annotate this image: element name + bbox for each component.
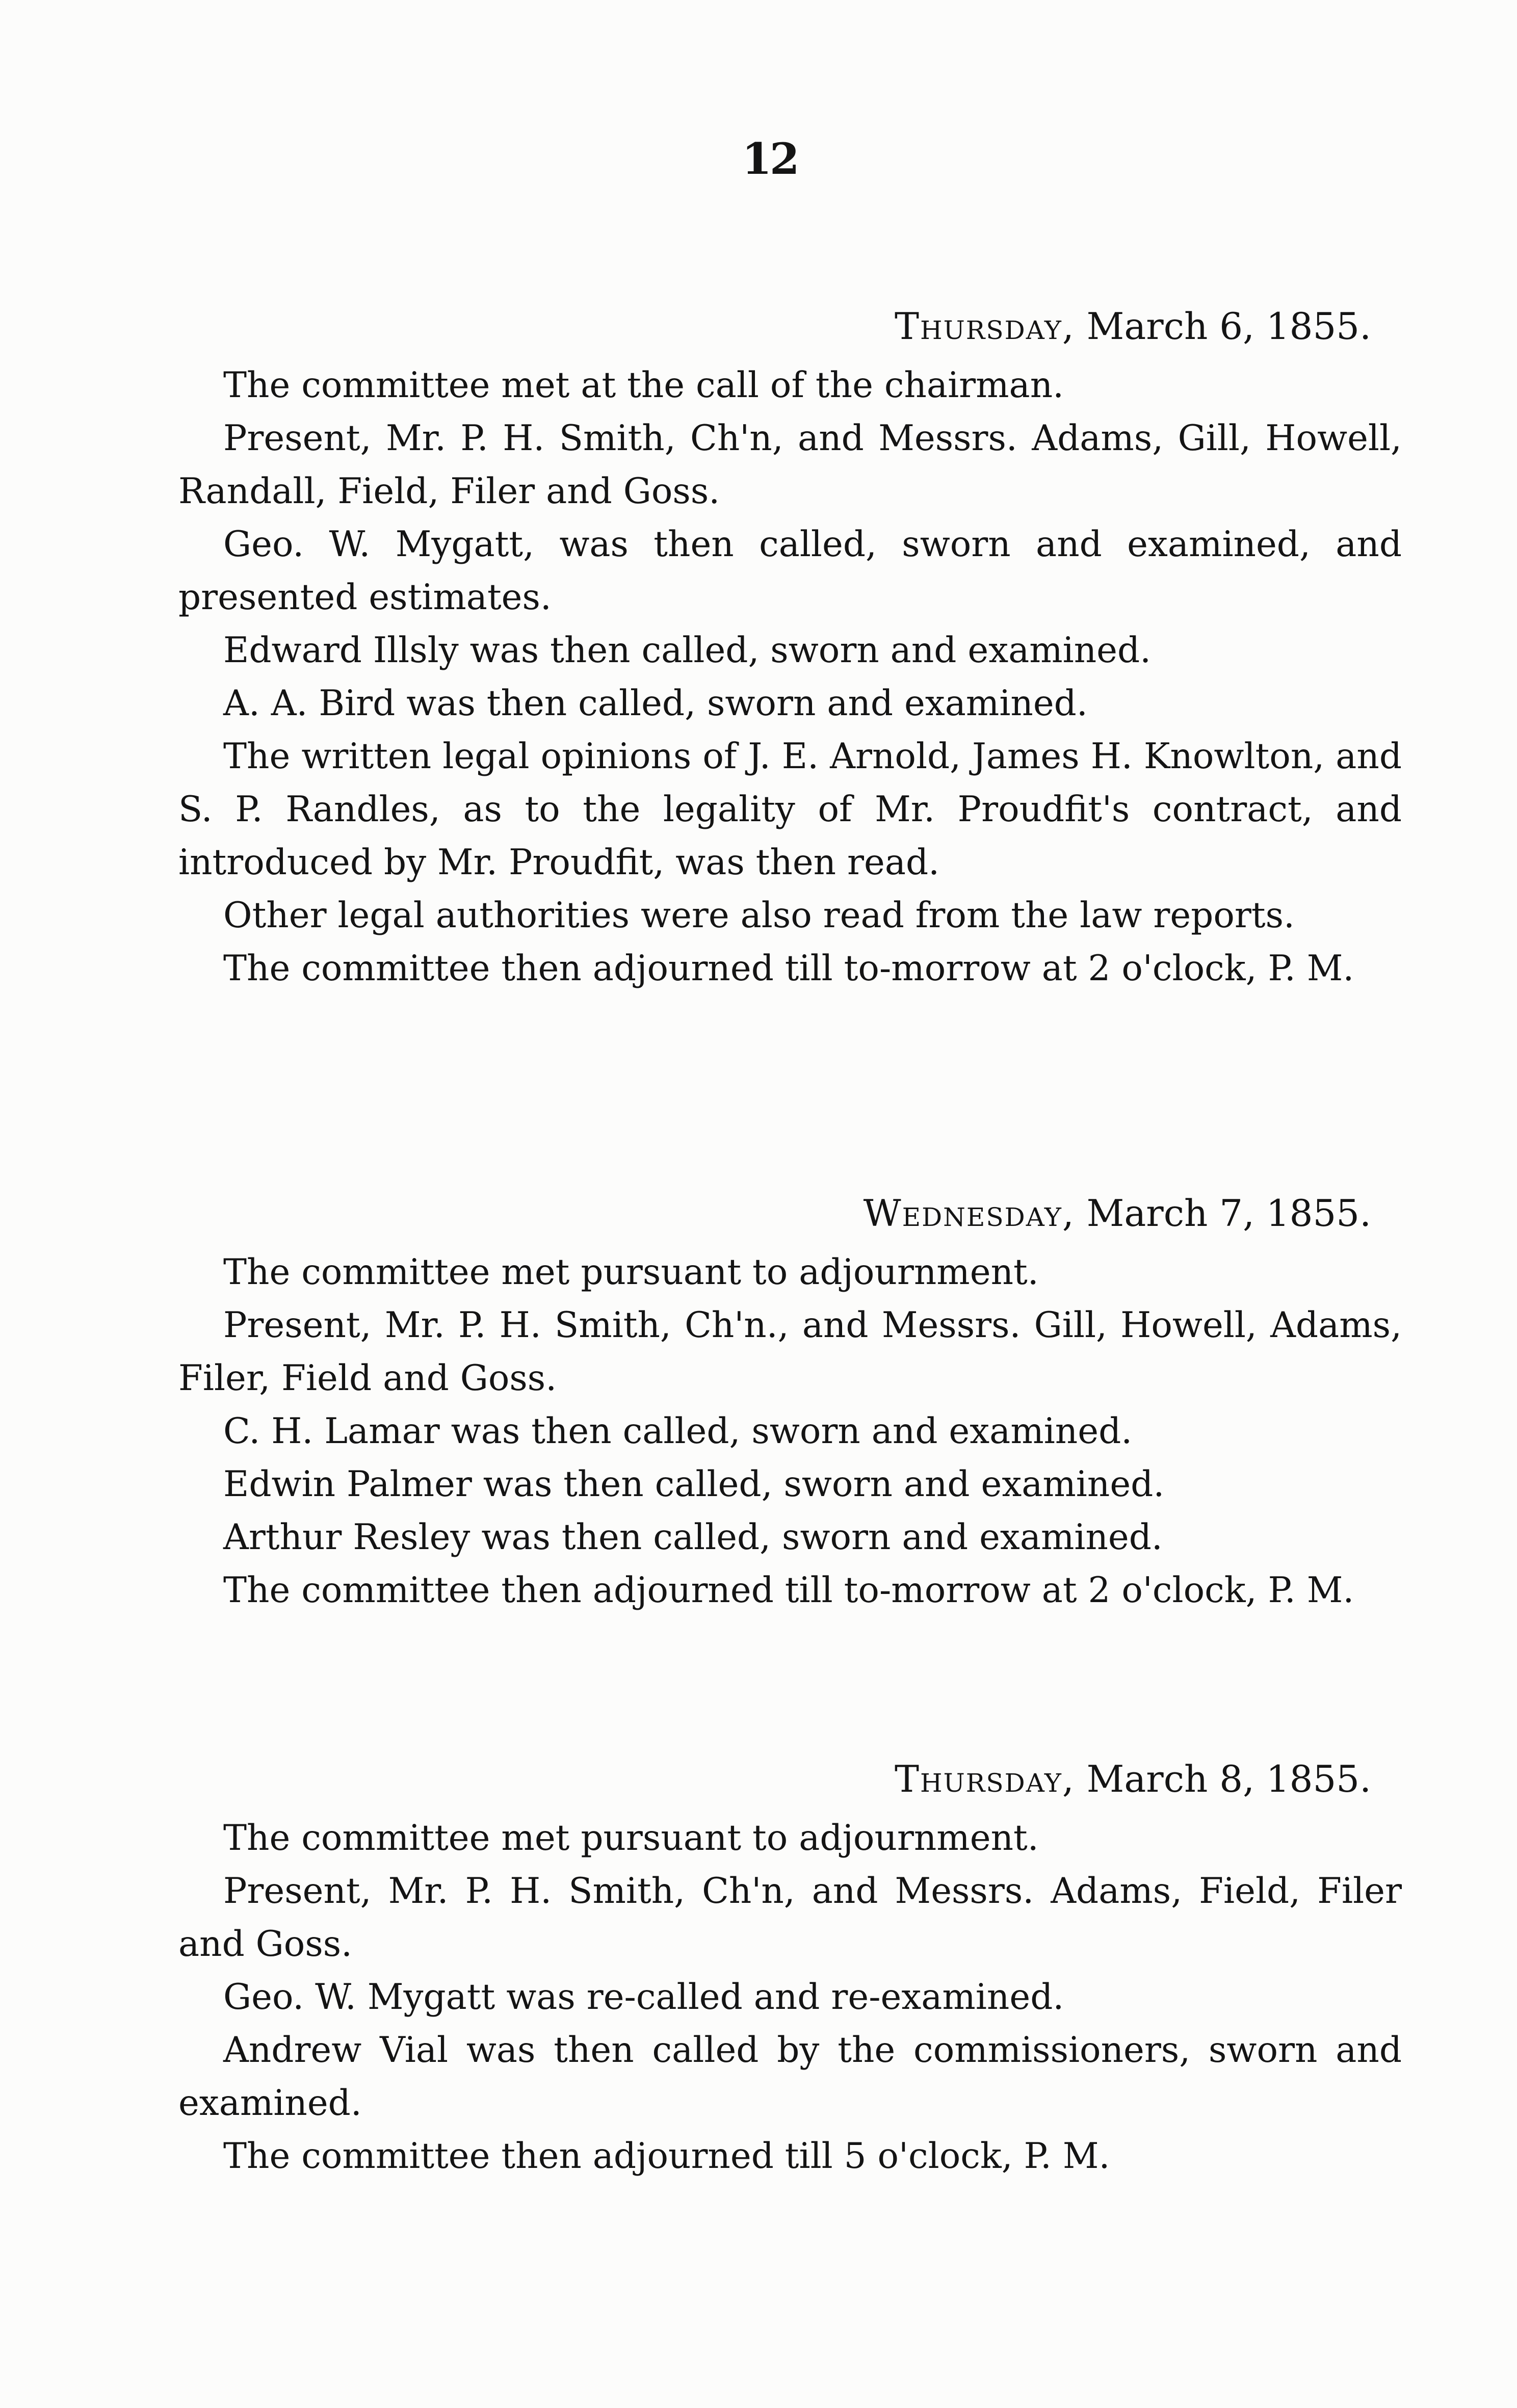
minutes-entry-march-7 (178, 1188, 1402, 1617)
minutes-paragraph: The committee met pursuant to adjournment. (223, 1252, 1039, 1293)
minutes-paragraph: A. A. Bird was then called, sworn and examined. (223, 683, 1088, 724)
minutes-paragraph: C. H. Lamar was then called, sworn and examined. (223, 1411, 1133, 1452)
minutes-paragraph: The committee met pursuant to adjournment. (223, 1818, 1039, 1859)
minutes-paragraph: The written legal opinions of J. E. Arnold, James H. Knowlton, and S. P. Randles, as to the legality of Mr. Proudfit's contract, and introduced by Mr. Proudfit, was then read. (178, 736, 1402, 883)
minutes-entry-march-8 (178, 1753, 1402, 2183)
minutes-paragraph: The committee then adjourned till to-morrow at 2 o'clock, P. M. (223, 1570, 1354, 1611)
entry-date-rest: March 7, 1855. (1086, 1192, 1371, 1235)
minutes-paragraph: Geo. W. Mygatt, was then called, sworn and examined, and presented estimates. (178, 524, 1402, 618)
entry-date (178, 1753, 1402, 1804)
minutes-paragraph: Edwin Palmer was then called, sworn and examined. (223, 1464, 1165, 1505)
entry-date (178, 301, 1402, 352)
minutes-entry-march-6 (178, 301, 1402, 995)
minutes-paragraph: The committee met at the call of the chairman. (223, 365, 1064, 406)
minutes-paragraph: Present, Mr. P. H. Smith, Ch'n., and Messrs. Gill, Howell, Adams, Filer, Field and Goss. (178, 1305, 1402, 1399)
minutes-paragraph: Geo. W. Mygatt was re-called and re-examined. (223, 1977, 1064, 2018)
minutes-paragraph: Arthur Resley was then called, sworn and examined. (223, 1517, 1163, 1558)
entry-date (178, 1188, 1402, 1239)
minutes-paragraph: Andrew Vial was then called by the commissioners, sworn and examined. (178, 2030, 1402, 2124)
minutes-paragraph: Present, Mr. P. H. Smith, Ch'n, and Messrs. Adams, Gill, Howell, Randall, Field, Filer and Goss. (178, 418, 1402, 512)
entry-date-day: Thursday, (895, 305, 1075, 348)
minutes-paragraph: Other legal authorities were also read from the law reports. (223, 895, 1295, 936)
entry-date-day: Wednesday, (863, 1192, 1075, 1235)
minutes-paragraph: Edward Illsly was then called, sworn and examined. (223, 630, 1152, 671)
entry-date-rest: March 8, 1855. (1086, 1758, 1371, 1800)
minutes-paragraph: The committee then adjourned till to-morrow at 2 o'clock, P. M. (223, 948, 1354, 989)
minutes-paragraph: Present, Mr. P. H. Smith, Ch'n, and Messrs. Adams, Field, Filer and Goss. (178, 1871, 1402, 1965)
entry-date-day: Thursday, (895, 1758, 1075, 1800)
page-number: 12 (742, 134, 798, 184)
minutes-paragraph: The committee then adjourned till 5 o'clock, P. M. (223, 2136, 1110, 2177)
entry-date-rest: March 6, 1855. (1086, 305, 1371, 348)
